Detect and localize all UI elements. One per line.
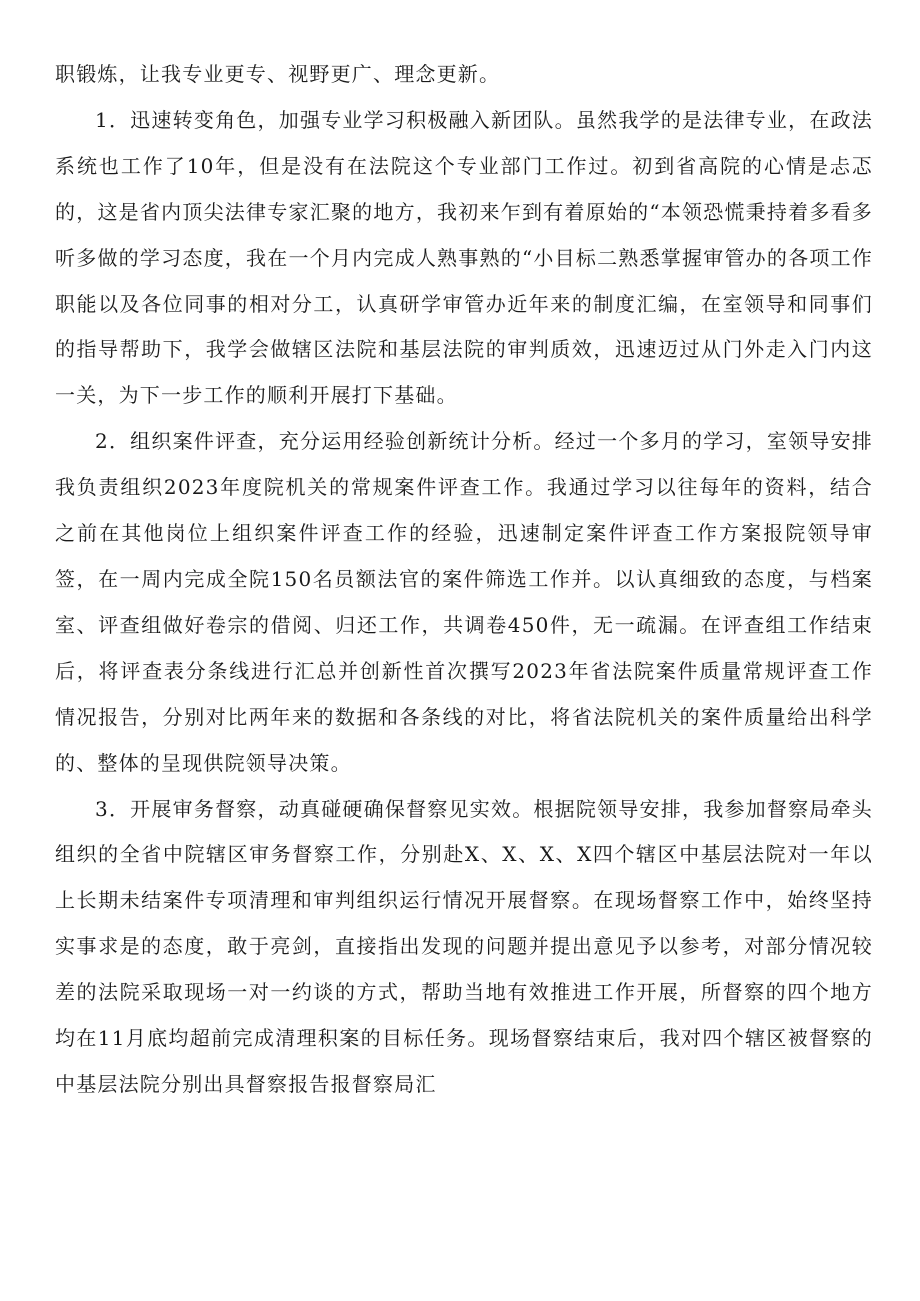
paragraph-continuation: 职锻炼，让我专业更专、视野更广、理念更新。 bbox=[55, 62, 501, 86]
paragraph-item-3: 3．开展审务督察，动真碰硬确保督察见实效。根据院领导安排，我参加督察局牵头组织的全省中院辖区审务督察工作，分别赴X、X、X、X四个辖区中基层法院对一年以上长期未结案件专项清理和审判组织运行情况开展督察。在现场督察工作中，始终坚持实事求是的态度，敢于亮剑，直接指出发现的问题并提出意见予以参考，对部分情况较差的法院采取现场一对一约谈的方式，帮助当地有效推进工作开展，所督察的四个地方均在11月底均超前完成清理积案的目标任务。现场督察结束后，我对四个辖区被督察的中基层法院分别出具督察报告报督察局汇 bbox=[55, 796, 873, 1096]
paragraph-item-2: 2．组织案件评查，充分运用经验创新统计分析。经过一个多月的学习，室领导安排我负责组织2023年度院机关的常规案件评查工作。我通过学习以往每年的资料，结合之前在其他岗位上组织案件评查工作的经验，迅速制定案件评查工作方案报院领导审签，在一周内完成全院150名员额法官的案件筛选工作并。以认真细致的态度，与档案室、评查组做好卷宗的借阅、归还工作，共调卷450件，无一疏漏。在评查组工作结束后，将评查表分条线进行汇总并创新性首次撰写2023年省法院案件质量常规评查工作情况报告，分别对比两年来的数据和各条线的对比，将省法院机关的案件质量给出科学的、整体的呈现供院领导决策。 bbox=[55, 429, 873, 775]
document-page bbox=[55, 52, 873, 1108]
paragraph-item-1: 1．迅速转变角色，加强专业学习积极融入新团队。虽然我学的是法律专业，在政法系统也工作了10年，但是没有在法院这个专业部门工作过。初到省高院的心情是忐忑的，这是省内顶尖法律专家汇聚的地方，我初来乍到有着原始的“本领恐慌秉持着多看多听多做的学习态度，我在一个月内完成人熟事熟的“小目标二熟悉掌握审管办的各项工作职能以及各位同事的相对分工，认真研学审管办近年来的制度汇编，在室领导和同事们的指导帮助下，我学会做辖区法院和基层法院的审判质效，迅速迈过从门外走入门内这一关，为下一步工作的顺利开展打下基础。 bbox=[55, 107, 873, 408]
